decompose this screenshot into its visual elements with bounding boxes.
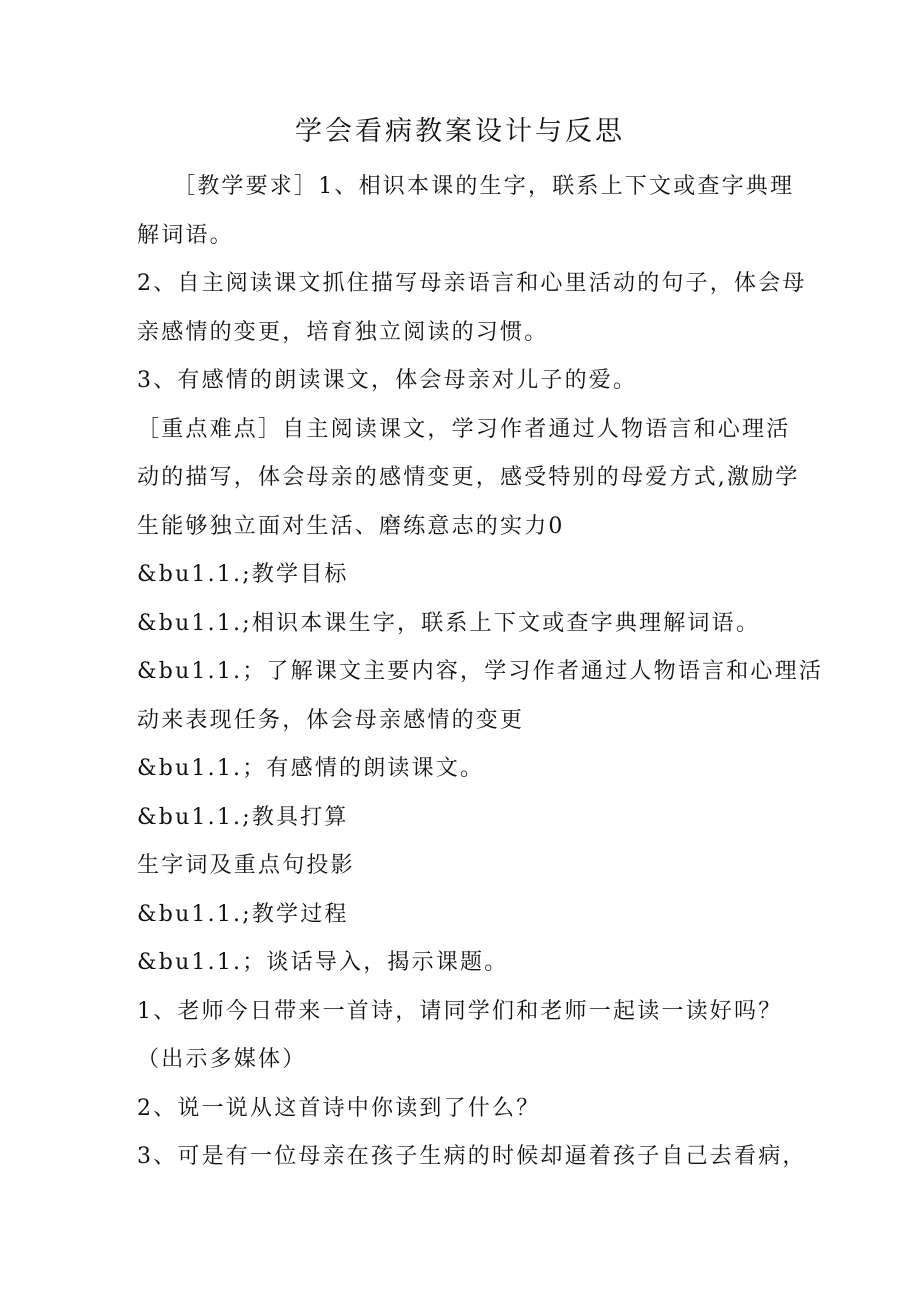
document-title: 学会看病教案设计与反思 xyxy=(295,116,625,147)
paragraph-line: 解词语。 xyxy=(137,222,234,248)
paragraph-line: （出示多媒体） xyxy=(137,1047,307,1072)
paragraph-line: 2、说一说从这首诗中你读到了什么？ xyxy=(137,1095,541,1121)
document-body xyxy=(137,163,824,1182)
paragraph-line: &bu1.1.;教学过程 xyxy=(137,901,349,927)
paragraph-line: ［重点难点］自主阅读课文，学习作者通过人物语言和心理活 xyxy=(137,416,791,442)
paragraph-line: 亲感情的变更，培育独立阅读的习惯。 xyxy=(137,319,549,345)
paragraph-line: 2、自主阅读课文抓住描写母亲语言和心里活动的句子，体会母 xyxy=(137,271,807,296)
paragraph-line: &bu1.1.；了解课文主要内容，学习作者通过人物语言和心理活 xyxy=(137,659,824,684)
paragraph-line: &bu1.1.；谈话导入，揭示课题。 xyxy=(137,950,509,975)
paragraph-line: 生字词及重点句投影 xyxy=(137,853,355,878)
paragraph-line: 3、可是有一位母亲在孩子生病的时候却逼着孩子自己去看病， xyxy=(137,1144,807,1169)
paragraph-line: 生能够独立面对生活、磨练意志的实力0 xyxy=(137,513,565,539)
paragraph-line: &bu1.1.;教具打算 xyxy=(137,804,349,830)
paragraph-line: &bu1.1.;教学目标 xyxy=(137,562,349,587)
paragraph-line: 动的描写，体会母亲的感情变更，感受特别的母爱方式,激励学 xyxy=(137,465,800,490)
paragraph-line: 3、有感情的朗读课文，体会母亲对儿子的爱。 xyxy=(137,368,638,393)
paragraph-line: ［教学要求］1、相识本课的生字，联系上下文或查字典理 xyxy=(173,174,795,199)
paragraph-line: &bu1.1.;相识本课生字，联系上下文或查字典理解词语。 xyxy=(137,610,761,636)
paragraph-line: &bu1.1.；有感情的朗读课文。 xyxy=(137,756,485,781)
paragraph-line: 1、老师今日带来一首诗，请同学们和老师一起读一读好吗？ xyxy=(137,998,783,1024)
paragraph-line: 动来表现任务，体会母亲感情的变更 xyxy=(137,707,525,733)
